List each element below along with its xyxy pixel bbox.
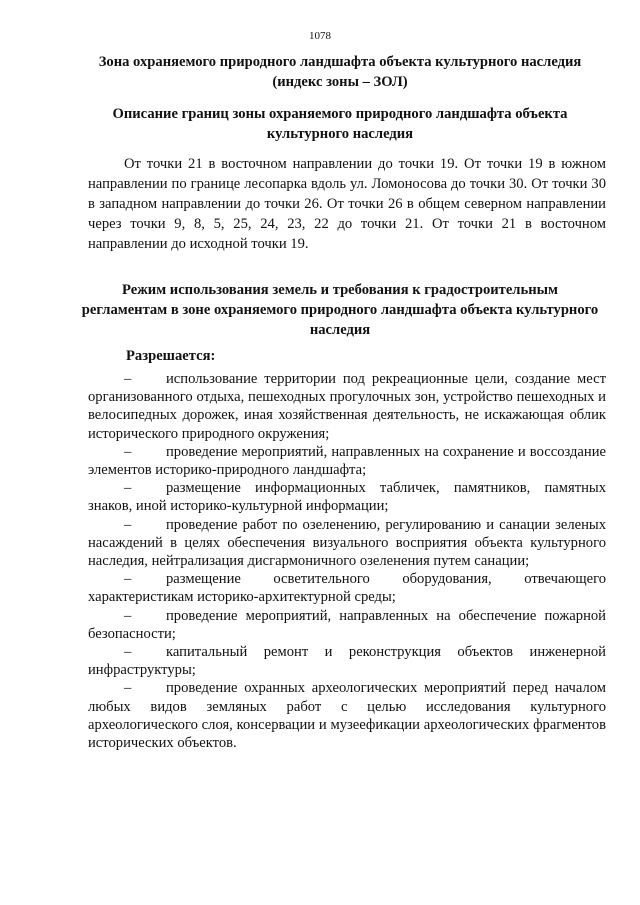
list-item-text: размещение информационных табличек, памятников, памятных знаков, иной историко-культурной информации; bbox=[88, 480, 606, 515]
zone-heading: Зона охраняемого природного ландшафта объекта культурного наследия (индекс зоны – ЗОЛ) bbox=[98, 54, 582, 90]
list-item bbox=[88, 607, 606, 643]
list-item-text: размещение осветительного оборудования, отвечающего характеристикам историко-архитектурной среды; bbox=[88, 571, 606, 606]
allowed-list bbox=[88, 370, 606, 752]
list-dash: – bbox=[124, 680, 132, 697]
list-item bbox=[88, 643, 606, 679]
page-number: 1078 bbox=[309, 30, 331, 42]
list-dash: – bbox=[124, 644, 132, 661]
list-item-text: проведение мероприятий, направленных на сохранение и воссоздание элементов историко-природного ландшафта; bbox=[88, 443, 606, 479]
borders-description-text: От точки 21 в восточном направлении до точки 19. От точки 19 в южном направлении по границе лесопарка вдоль ул. Ломоносова до точки 30. От точки 30 в западном направлении до точки 26. От точки 26 в общем северном направлении через точки 9, 8, 5, 25, 24, 23, 22 до точки 21. От точки 21 в восточном направлении до исходной точки 19. bbox=[88, 156, 606, 252]
list-item-text: использование территории под рекреационные цели, создание мест организованного отдыха, пешеходных прогулочных зон, устройство пешеходных и велосипедных дорожек, иная хозяйственная деятельность, не искажающая облик исторического природного окружения; bbox=[88, 371, 606, 442]
list-item bbox=[88, 516, 606, 571]
list-item-text: проведение охранных археологических мероприятий перед началом любых видов земляных работ с целью исследования культурного археологического слоя, консервации и музеефикации археологических фрагментов исторических объектов. bbox=[88, 680, 606, 752]
list-item bbox=[88, 479, 606, 515]
list-dash: – bbox=[124, 443, 132, 460]
list-dash: – bbox=[124, 480, 132, 497]
list-item-text: капитальный ремонт и реконструкция объектов инженерной инфраструктуры; bbox=[88, 644, 606, 679]
list-item-text: проведение работ по озеленению, регулированию и санации зеленых насаждений в целях обеспечения визуального восприятия объекта культурного наследия, нейтрализация дисгармоничного озеленения путем санации; bbox=[88, 516, 606, 570]
list-item bbox=[88, 443, 606, 479]
list-dash: – bbox=[124, 371, 132, 387]
list-dash: – bbox=[124, 516, 132, 533]
list-item bbox=[88, 570, 606, 606]
list-dash: – bbox=[124, 607, 132, 624]
list-dash: – bbox=[124, 571, 132, 588]
borders-description bbox=[88, 154, 606, 254]
list-item bbox=[88, 679, 606, 752]
allowed-label: Разрешается: bbox=[126, 348, 216, 364]
list-item-text: проведение мероприятий, направленных на обеспечение пожарной безопасности; bbox=[88, 607, 606, 642]
borders-heading: Описание границ зоны охраняемого природного ландшафта объекта культурного наследия bbox=[112, 106, 568, 142]
list-item bbox=[88, 370, 606, 443]
regime-heading: Режим использования земель и требования к градостроительным регламентам в зоне охраняемого природного ландшафта объекта культурного наследия bbox=[81, 282, 599, 338]
